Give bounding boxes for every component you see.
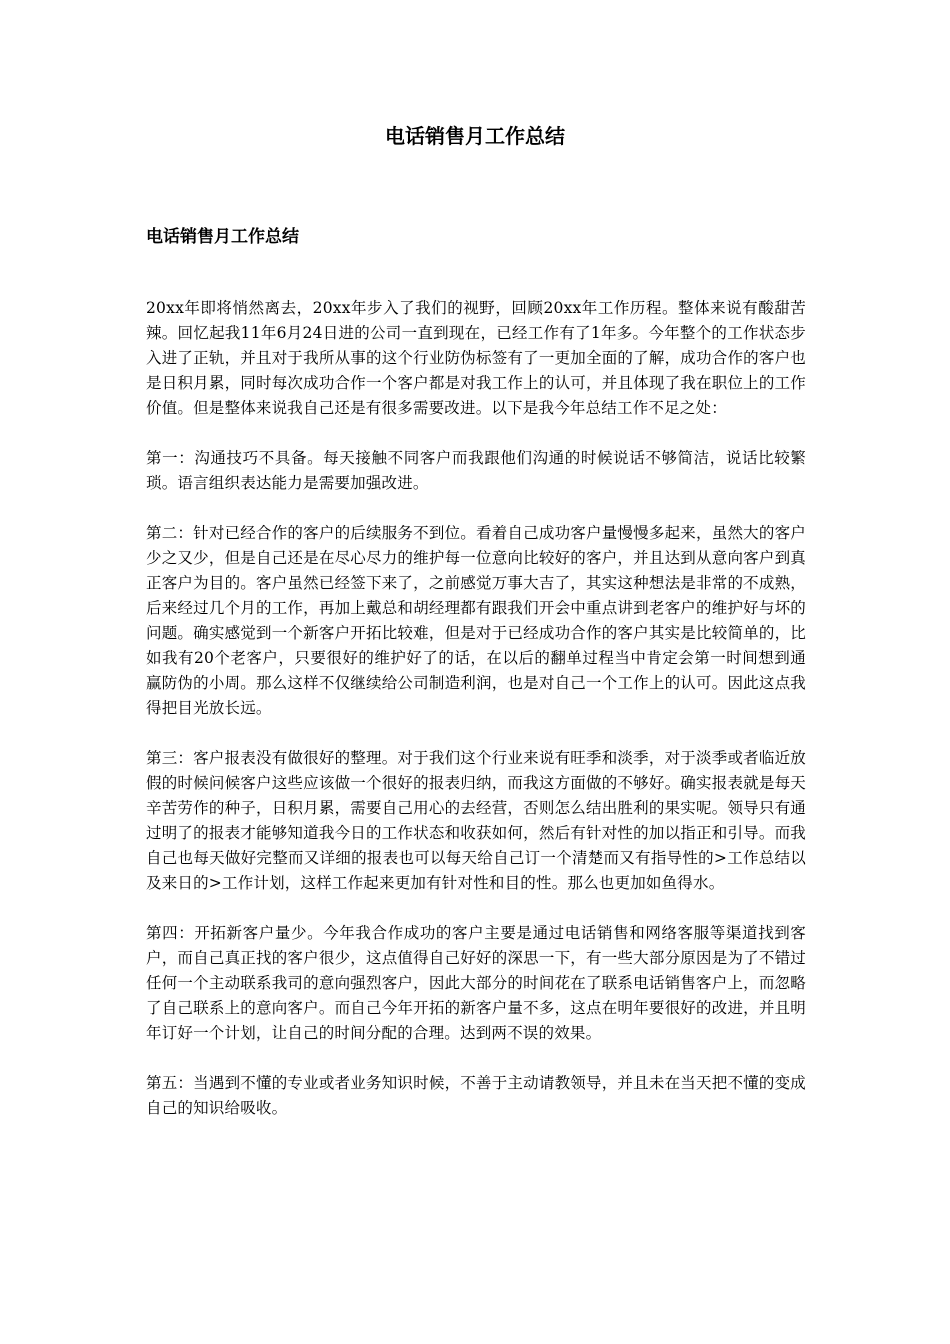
paragraph-point-5: 第五：当遇到不懂的专业或者业务知识时候，不善于主动请教领导，并且未在当天把不懂的变成自己的知识给吸收。 xyxy=(146,1074,806,1117)
document-body xyxy=(146,296,806,1146)
paragraph-point-4: 第四：开拓新客户量少。今年我合作成功的客户主要是通过电话销售和网络客服等渠道找到客户，而自己真正找的客户很少，这点值得自己好好的深思一下，有一些大部分原因是为了不错过任何一个主动联系我司的意向强烈客户，因此大部分的时间花在了联系电话销售客户上，而忽略了自己联系上的意向客户。而自己今年开拓的新客户量不多，这点在明年要很好的改进，并且明年订好一个计划，让自己的时间分配的合理。达到两不误的效果。 xyxy=(146,924,806,1042)
paragraph-point-3: 第三：客户报表没有做很好的整理。对于我们这个行业来说有旺季和淡季，对于淡季或者临近放假的时候问候客户这些应该做一个很好的报表归纳，而我这方面做的不够好。确实报表就是每天辛苦劳作的种子，日积月累，需要自己用心的去经营，否则怎么结出胜利的果实呢。领导只有通过明了的报表才能够知道我今日的工作状态和收获如何，然后有针对性的加以指正和引导。而我自己也每天做好完整而又详细的报表也可以每天给自己订一个清楚而又有指导性的>工作总结以及来日的>工作计划，这样工作起来更加有针对性和目的性。那么也更加如鱼得水。 xyxy=(146,749,806,892)
paragraph-intro: 20xx年即将悄然离去，20xx年步入了我们的视野，回顾20xx年工作历程。整体来说有酸甜苦辣。回忆起我11年6月24日进的公司一直到现在，已经工作有了1年多。今年整个的工作状态步入进了正轨，并且对于我所从事的这个行业防伪标签有了一更加全面的了解，成功合作的客户也是日积月累，同时每次成功合作一个客户都是对我工作上的认可，并且体现了我在职位上的工作价值。但是整体来说我自己还是有很多需要改进。以下是我今年总结工作不足之处： xyxy=(146,299,806,417)
document-subtitle: 电话销售月工作总结 xyxy=(146,227,299,247)
document-title: 电话销售月工作总结 xyxy=(385,124,565,148)
paragraph-point-2: 第二：针对已经合作的客户的后续服务不到位。看着自己成功客户量慢慢多起来，虽然大的客户少之又少，但是自己还是在尽心尽力的维护每一位意向比较好的客户，并且达到从意向客户到真正客户为目的。客户虽然已经签下来了，之前感觉万事大吉了，其实这种想法是非常的不成熟，后来经过几个月的工作，再加上戴总和胡经理都有跟我们开会中重点讲到老客户的维护好与坏的问题。确实感觉到一个新客户开拓比较难，但是对于已经成功合作的客户其实是比较简单的，比如我有20个老客户，只要很好的维护好了的话，在以后的翻单过程当中肯定会第一时间想到通赢防伪的小周。那么这样不仅继续给公司制造利润，也是对自己一个工作上的认可。因此这点我得把目光放长远。 xyxy=(146,524,806,717)
paragraph-point-1: 第一：沟通技巧不具备。每天接触不同客户而我跟他们沟通的时候说话不够简洁，说话比较繁琐。语言组织表达能力是需要加强改进。 xyxy=(146,449,806,492)
